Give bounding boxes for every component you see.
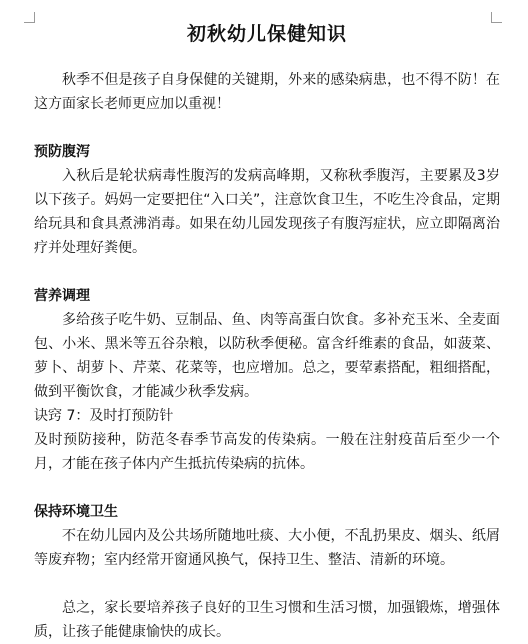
- conclusion-paragraph: 总之，家长要培养孩子良好的卫生习惯和生活习惯，加强锻炼，增强体质，让孩子能健康愉快的成长。: [34, 600, 500, 640]
- section-heading-nutrition: 营养调理: [34, 288, 90, 304]
- section-body-nutrition: 多给孩子吃牛奶、豆制品、鱼、肉等高蛋白饮食。多补充玉米、全麦面包、小米、黑米等五谷杂粮，以防秋季便秘。富含纤维素的食品，如菠菜、萝卜、胡萝卜、芹菜、花菜等，也应增加。总之，要荤素搭配，粗细搭配，做到平衡饮食，才能减少秋季发病。: [34, 312, 500, 400]
- section-heading-diarrhea: 预防腹泻: [34, 144, 90, 160]
- intro-paragraph: 秋季不但是孩子自身保健的关键期，外来的感染病患，也不得不防！在这方面家长老师更应加以重视！: [34, 72, 500, 112]
- section-heading-hygiene: 保持环境卫生: [34, 504, 118, 520]
- spacer: [34, 476, 500, 500]
- section-body-diarrhea: 入秋后是轮状病毒性腹泻的发病高峰期，又称秋季腹泻，主要累及3岁以下孩子。妈妈一定要把住“入口关”，注意饮食卫生，不吃生冷食品，定期给玩具和食具煮沸消毒。如果在幼儿园发现孩子有腹泻症状，应立即隔离治疗并处理好粪便。: [34, 168, 500, 256]
- spacer: [34, 116, 500, 140]
- tip-label: 诀窍 7：及时打预防针: [34, 408, 174, 424]
- spacer: [34, 572, 500, 596]
- document-title: 初秋幼儿保健知识: [186, 23, 347, 45]
- tip-body: 及时预防接种，防范冬春季节高发的传染病。一般在注射疫苗后至少一个月，才能在孩子体内产生抵抗传染病的抗体。: [34, 432, 500, 472]
- section-body-hygiene: 不在幼儿园内及公共场所随地吐痰、大小便，不乱扔果皮、烟头、纸屑等废弃物；室内经常开窗通风换气，保持卫生、整洁、清新的环境。: [34, 528, 500, 568]
- spacer: [34, 260, 500, 284]
- document-body: [34, 20, 500, 644]
